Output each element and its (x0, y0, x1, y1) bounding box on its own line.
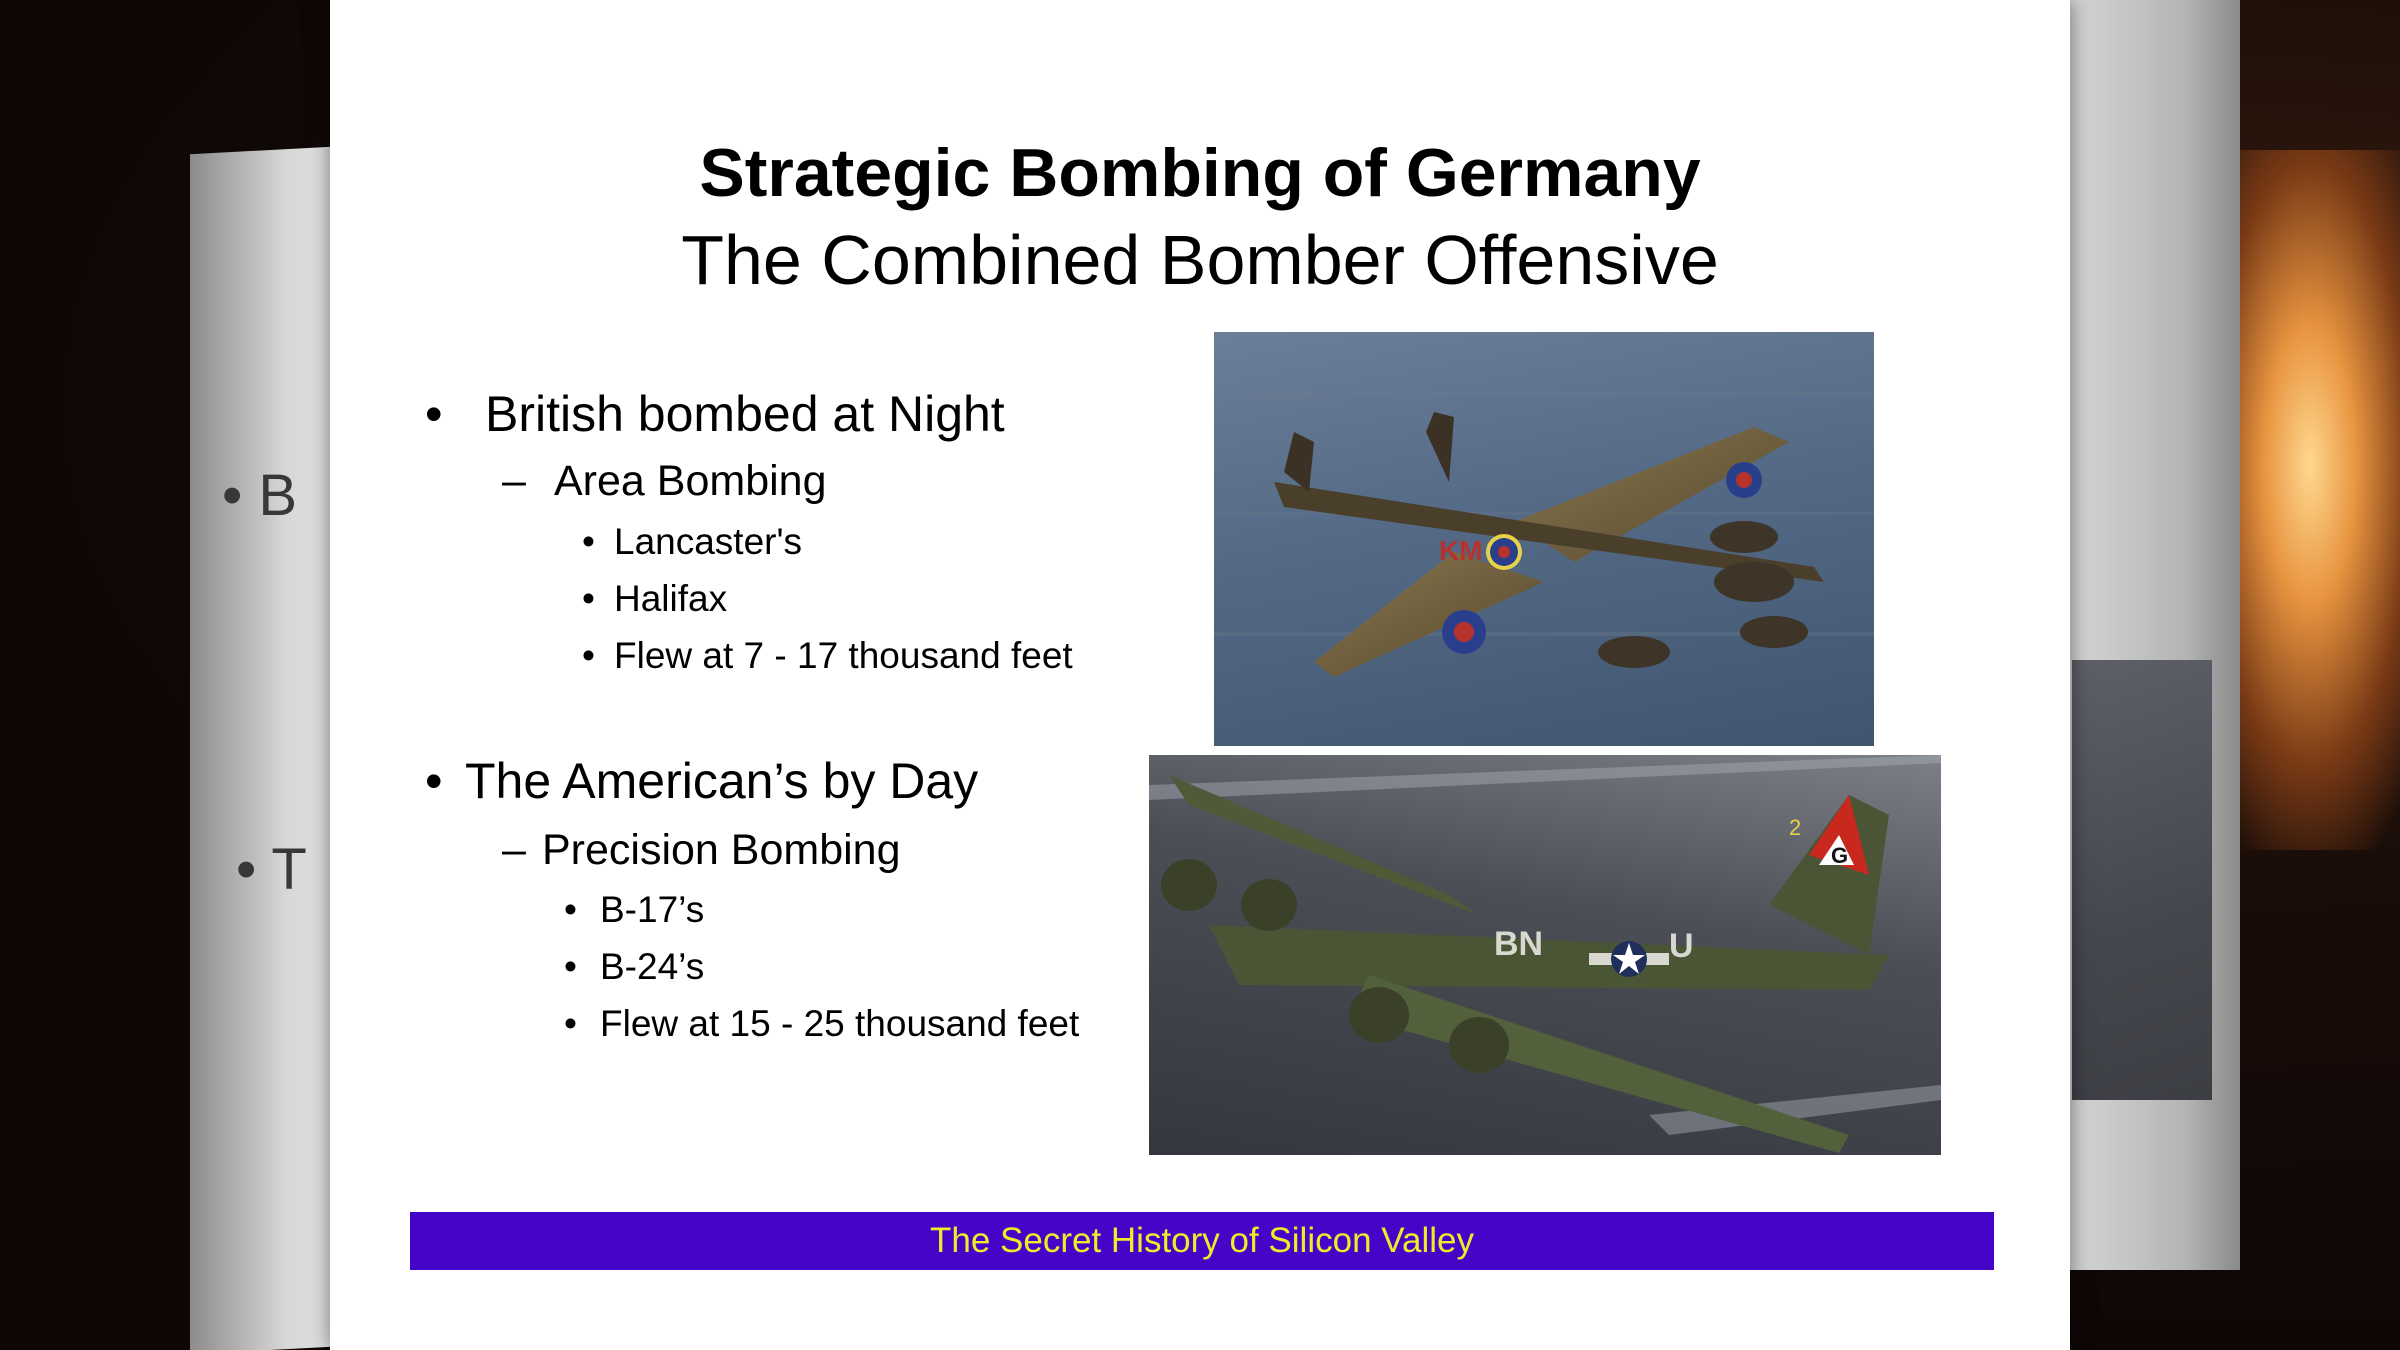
dash-american: – (502, 826, 526, 874)
footer-text: The Secret History of Silicon Valley (929, 1221, 1474, 1260)
tail-group-number: 2 (1789, 815, 1802, 840)
british-item-1: Lancaster's (614, 521, 803, 562)
american-item-1: B-17’s (600, 889, 705, 930)
dash-british: – (502, 457, 526, 505)
b17-fuselage-letter: U (1669, 927, 1694, 965)
bullet-british-3: • (582, 635, 595, 676)
right-screen-image (2072, 660, 2212, 1100)
bullet-british: • (425, 386, 443, 442)
footer-banner (410, 1212, 1994, 1270)
american-subheading: Precision Bombing (542, 826, 901, 874)
b17-fuselage-code: BN (1494, 925, 1544, 963)
bullet-american: • (425, 753, 443, 809)
bullet-american-1: • (564, 889, 577, 930)
bullet-american-3: • (564, 1003, 577, 1044)
roundel-upper-wing (1726, 462, 1762, 498)
lancaster-illustration (1214, 332, 1874, 746)
bullet-british-2: • (582, 578, 595, 619)
left-background-screen (190, 146, 350, 1350)
american-heading: The American’s by Day (465, 753, 979, 809)
right-background-screen (2060, 0, 2240, 1270)
bullet-british-1: • (582, 521, 595, 562)
tail-group-letter: G (1831, 843, 1849, 868)
slide-subtitle: The Combined Bomber Offensive (681, 221, 1719, 299)
american-item-3: Flew at 15 - 25 thousand feet (600, 1003, 1080, 1044)
roundel-fuselage (1486, 534, 1522, 570)
american-item-2: B-24’s (600, 946, 705, 987)
roundel-lower-wing (1442, 610, 1486, 654)
slide-title: Strategic Bombing of Germany (699, 135, 1701, 211)
b17-illustration (1149, 755, 1941, 1155)
british-item-3: Flew at 7 - 17 thousand feet (614, 635, 1073, 676)
lancaster-code-letters: KM (1439, 535, 1483, 566)
british-heading: British bombed at Night (485, 386, 1005, 442)
presentation-slide (330, 0, 2070, 1350)
bg-bullet-2: • T (236, 837, 307, 902)
b17-bomber-photo (1149, 755, 1941, 1155)
bg-bullet-1: • B (222, 463, 298, 528)
british-item-2: Halifax (614, 578, 728, 619)
bullet-american-2: • (564, 946, 577, 987)
lancaster-bomber-photo (1214, 332, 1874, 746)
british-subheading: Area Bombing (554, 457, 827, 505)
